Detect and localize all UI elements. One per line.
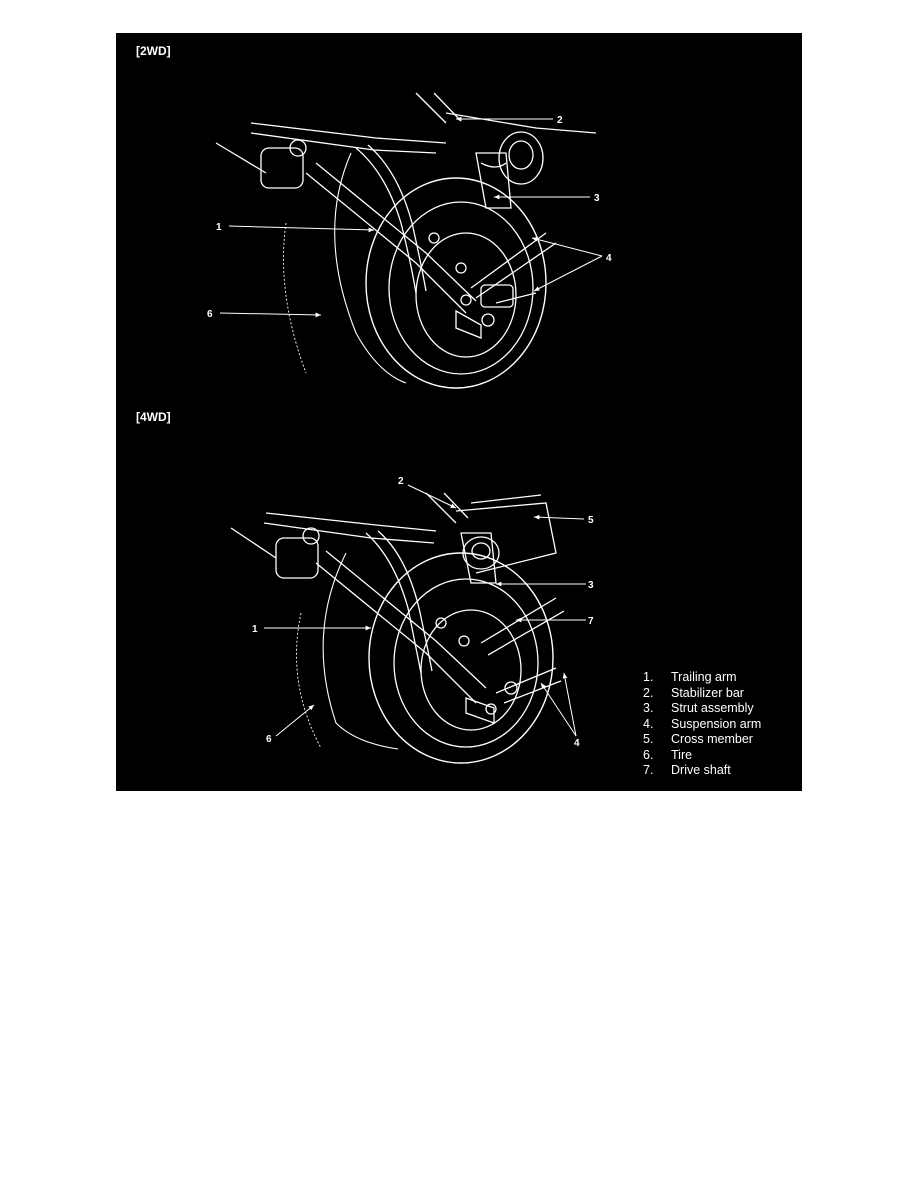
callout-4wd-4: 4: [574, 738, 580, 749]
legend-item: [643, 717, 761, 733]
stabilizer-bar-4wd: [366, 533, 421, 673]
trailing-arm-2wd: [306, 173, 466, 313]
callout-labels-2wd: [207, 115, 612, 320]
legend-text: Suspension arm: [671, 716, 762, 731]
legend-number: 5.: [643, 732, 654, 746]
legend-number: 1.: [643, 670, 654, 684]
tire-shadow-2wd: [284, 223, 307, 373]
legend-text: Strut assembly: [671, 701, 754, 715]
callouts-4wd: [264, 485, 586, 736]
callout-2wd-6: 6: [207, 309, 213, 320]
callout-4wd-3: 3: [588, 580, 594, 591]
strut-2wd: [476, 153, 511, 208]
legend-number: 2.: [643, 685, 654, 700]
tire-shadow-4wd: [297, 613, 322, 748]
legend-item: [643, 686, 761, 702]
callout-2wd-4: 4: [606, 253, 612, 264]
legend-text: Trailing arm: [671, 670, 737, 684]
callout-4wd-1: 1: [252, 624, 258, 635]
legend-number: 3.: [643, 701, 654, 715]
section-label-4wd: [4WD]: [136, 410, 171, 424]
legend-text: Cross member: [671, 732, 753, 746]
section-label-2wd: [2WD]: [136, 44, 171, 58]
drawing-2wd: [216, 93, 596, 388]
callout-4wd-6: 6: [266, 734, 272, 745]
legend-item: [643, 748, 761, 764]
legend-text: Stabilizer bar: [671, 685, 744, 700]
legend-number: 4.: [643, 716, 654, 731]
parts-legend: [643, 670, 761, 779]
legend-text: Drive shaft: [671, 763, 731, 777]
callout-2wd-3: 3: [594, 193, 600, 204]
callout-4wd-5: 5: [588, 515, 594, 526]
callout-4wd-7: 7: [588, 616, 594, 627]
legend-item: [643, 732, 761, 748]
cross-member-4wd: [456, 503, 556, 573]
callout-2wd-1: 1: [216, 222, 222, 233]
legend-item: [643, 763, 761, 779]
legend-number: 6.: [643, 747, 654, 762]
legend-number: 7.: [643, 763, 654, 777]
suspension-arm-2wd: [471, 233, 546, 288]
callout-4wd-2: 2: [398, 476, 404, 487]
callout-2wd-2: 2: [557, 115, 563, 126]
suspension-figure: [116, 33, 802, 791]
legend-item: [643, 701, 761, 717]
legend-item: [643, 670, 761, 686]
legend-text: Tire: [671, 747, 693, 762]
